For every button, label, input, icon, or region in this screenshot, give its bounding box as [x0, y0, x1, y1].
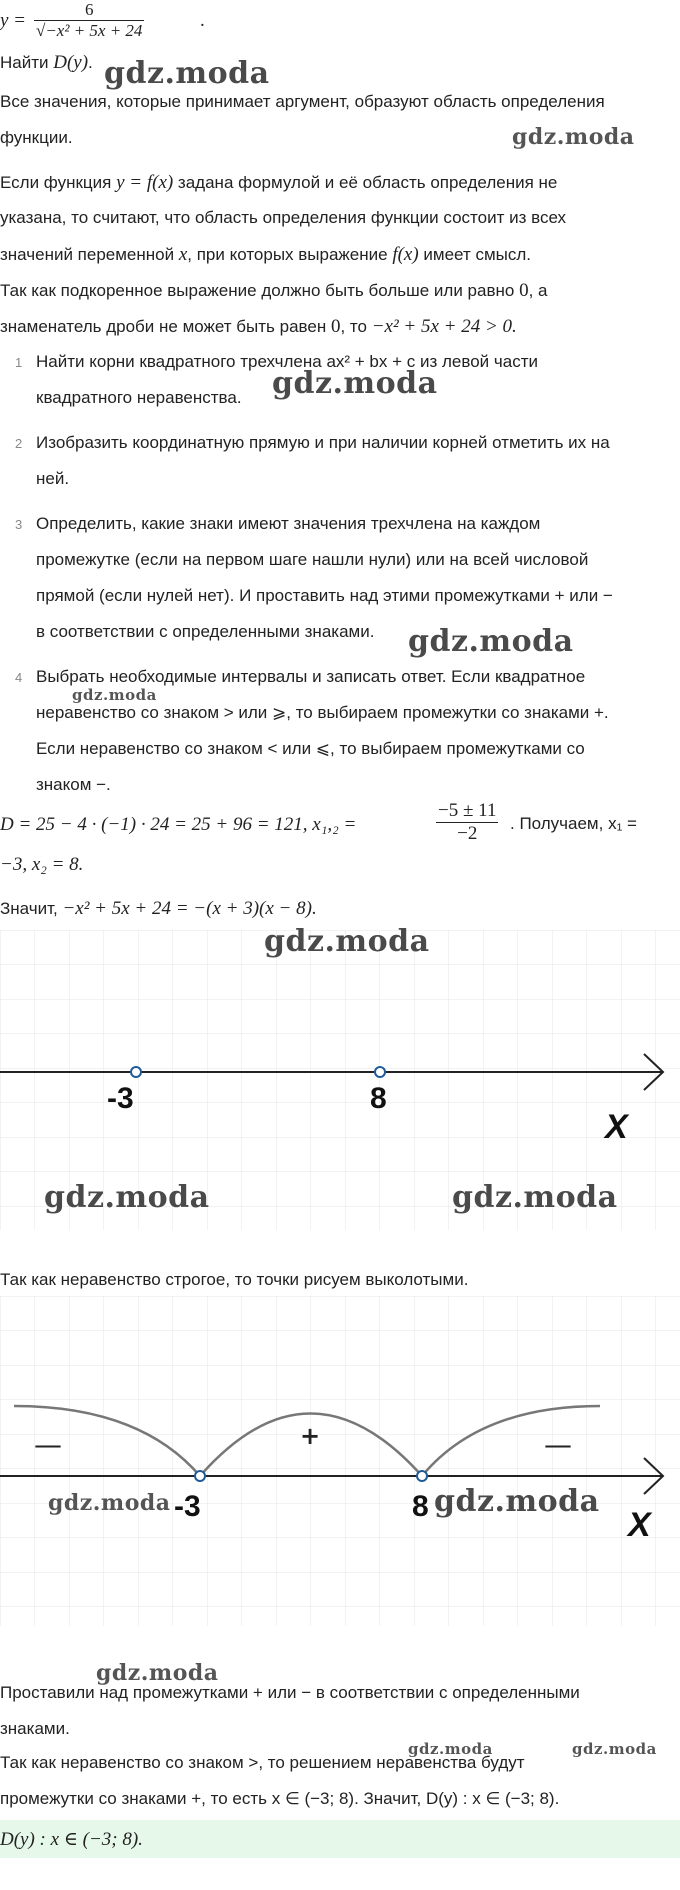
label-8: 8 — [412, 1490, 429, 1523]
para3-text: Так как подкоренное выражение должно быть больше или равно — [0, 281, 520, 300]
conclusion-line2: знаками. — [0, 1719, 70, 1738]
watermark: gdz.moda — [572, 1740, 657, 1758]
roots-numerator: −5 ± 11 — [438, 800, 497, 821]
para2-line2: указана, то считают, что область определения функции состоит из всех — [0, 208, 567, 227]
para3-text: , а — [528, 281, 548, 300]
watermark: gdz.moda — [272, 366, 438, 401]
label-8: 8 — [370, 1082, 387, 1115]
watermark: gdz.moda — [434, 1484, 600, 1519]
step-text: квадратного неравенства. — [36, 388, 242, 407]
formula-denominator: √−x² + 5x + 24 — [36, 21, 143, 40]
para2-var: x — [178, 244, 188, 265]
para2-text: , при которых выражение — [187, 245, 393, 264]
point-minus-3 — [195, 1471, 205, 1481]
number-line-2 — [0, 1296, 680, 1626]
para2-text: имеет смысл. — [418, 245, 531, 264]
step-text: Найти корни квадратного трехчлена ax² + bx + c из левой части — [36, 352, 538, 371]
step-text: Определить, какие знаки имеют значения трехчлена на каждом — [36, 514, 541, 533]
para3-text: , то — [340, 317, 372, 336]
step-number: 4 — [15, 670, 23, 685]
step-number: 1 — [15, 355, 23, 370]
step-text: в соответствии с определенными знаками. — [36, 622, 375, 641]
step-number: 3 — [15, 517, 23, 532]
para3-line2 — [0, 316, 517, 338]
task-expr: D(y) — [53, 52, 89, 73]
watermark: gdz.moda — [96, 1660, 219, 1686]
watermark: gdz.moda — [452, 1180, 618, 1215]
label-minus-3: -3 — [174, 1490, 201, 1523]
step-text: промежутке (если на первом шаге нашли нули) или на всей числовой — [36, 550, 589, 569]
conclusion-line3: Так как неравенство со знаком >, то решением неравенства будут — [0, 1753, 525, 1772]
para2-line1 — [0, 172, 557, 194]
para2-expr: y = f(x) — [116, 172, 174, 193]
sign-mid: + — [300, 1422, 321, 1450]
step-text: Выбрать необходимые интервалы и записать ответ. Если квадратное — [36, 667, 586, 686]
sign-left: — — [34, 1428, 62, 1461]
point-minus-3 — [131, 1067, 141, 1077]
step-number: 2 — [15, 436, 23, 451]
step-text: знаком −. — [36, 775, 111, 794]
formula-tail: . — [200, 10, 205, 31]
discriminant-expr: D = 25 − 4 · (−1) · 24 = 25 + 96 = 121, x₁,₂ = — [0, 814, 357, 835]
step-text: неравенство со знаком > или ⩾, то выбираем промежутки со знаками +. — [36, 703, 609, 722]
roots-denominator: −2 — [436, 822, 498, 845]
axis-label-x: X — [628, 1506, 651, 1544]
step-text: прямой (если нулей нет). И проставить над этими промежутками + или − — [36, 586, 613, 605]
answer-box — [0, 1820, 680, 1858]
step-text: Изобразить координатную прямую и при наличии корней отметить их на — [36, 433, 610, 452]
para3-inequality: −x² + 5x + 24 > 0. — [371, 316, 517, 337]
watermark: gdz.moda — [408, 1740, 493, 1758]
label-minus-3: -3 — [107, 1082, 134, 1115]
watermark: gdz.moda — [408, 624, 574, 659]
task-line — [0, 52, 93, 74]
watermark: gdz.moda — [44, 1180, 210, 1215]
para2-expr2: f(x) — [392, 244, 419, 265]
watermark: gdz.moda — [104, 56, 270, 91]
para2-line3 — [0, 244, 531, 266]
task-suffix: . — [88, 53, 93, 72]
formula-fraction — [34, 0, 144, 41]
watermark: gdz.moda — [264, 924, 430, 959]
para1-line2: функции. — [0, 128, 73, 147]
conclusion-line4: промежутки со знаками +, то есть x ∈ (−3; 8). Значит, D(y) : x ∈ (−3; 8). — [0, 1789, 560, 1808]
axis-label-x: X — [605, 1108, 628, 1146]
para2-text: Если функция — [0, 173, 117, 192]
discriminant-line2: −3, x₂ = 8. — [0, 854, 84, 875]
conclusion-line1: Проставили над промежутками + или − в соответствии с определенными — [0, 1683, 580, 1702]
para3-line1 — [0, 280, 547, 302]
grid-background — [0, 1296, 680, 1626]
para1-line1: Все значения, которые принимает аргумент, образуют область определения — [0, 92, 605, 111]
answer-text: D(y) : x ∈ (−3; 8). — [0, 1829, 143, 1850]
para2-text: задана формулой и её область определения не — [173, 173, 558, 192]
factor-expr: −x² + 5x + 24 = −(x + 3)(x − 8). — [62, 898, 317, 919]
point-8 — [375, 1067, 385, 1077]
discriminant-after: . Получаем, x₁ = — [510, 814, 637, 833]
factor-prefix: Значит, — [0, 899, 63, 918]
point-8 — [417, 1471, 427, 1481]
para2-text: значений переменной — [0, 245, 179, 264]
para3-zero: 0 — [519, 280, 529, 301]
watermark: gdz.moda — [72, 686, 157, 704]
step-text: Если неравенство со знаком < или ⩽, то выбираем промежутками со — [36, 739, 585, 758]
watermark: gdz.moda — [48, 1490, 171, 1516]
note-strict: Так как неравенство строгое, то точки рисуем выколотыми. — [0, 1270, 469, 1289]
roots-fraction — [436, 800, 498, 845]
formula-numerator: 6 — [84, 0, 94, 19]
step-text: ней. — [36, 469, 70, 488]
sign-right: — — [544, 1428, 572, 1461]
watermark: gdz.moda — [512, 124, 635, 150]
factor-line — [0, 898, 317, 920]
para3-zero: 0 — [330, 316, 341, 337]
formula-lhs: y = — [0, 10, 27, 31]
task-prefix: Найти — [0, 53, 54, 72]
para3-text: знаменатель дроби не может быть равен — [0, 317, 331, 336]
